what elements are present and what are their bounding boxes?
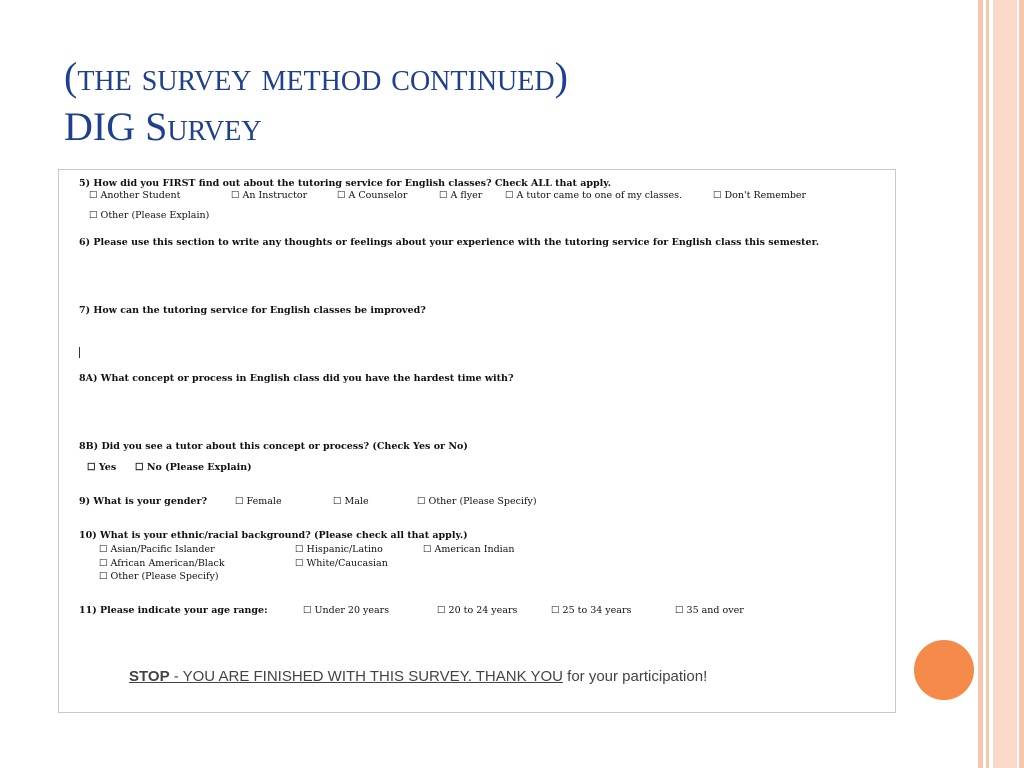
decor-circle (914, 640, 974, 700)
title-line-1: (the survey method continued) (64, 54, 568, 99)
closing-stop: STOP (129, 668, 170, 685)
question-7: 7) How can the tutoring service for English classes be improved? (79, 305, 426, 316)
question-8a: 8A) What concept or process in English class did you have the hardest time with? (79, 373, 514, 384)
q5-option-tutor-came: ☐ A tutor came to one of my classes. (505, 190, 683, 201)
q9-option-male: ☐ Male (333, 496, 369, 507)
q10-option-african-american: ☐ African American/Black (99, 558, 225, 569)
q10-option-white: ☐ White/Caucasian (295, 558, 388, 569)
q10-option-american-indian: ☐ American Indian (423, 544, 515, 555)
survey-image (58, 169, 896, 713)
q5-option-other: ☐ Other (Please Explain) (89, 210, 210, 221)
question-6: 6) Please use this section to write any thoughts or feelings about your experience with the tutoring service for English class this semester. (79, 237, 820, 248)
q9-option-other: ☐ Other (Please Specify) (417, 496, 537, 507)
q8b-option-yes: ☐ Yes (87, 462, 117, 473)
decor-stripe-1 (978, 0, 983, 768)
question-9: 9) What is your gender? (79, 496, 208, 507)
q11-option-20-24: ☐ 20 to 24 years (437, 605, 518, 616)
q5-option-instructor: ☐ An Instructor (231, 190, 308, 201)
question-8b: 8B) Did you see a tutor about this concept or process? (Check Yes or No) (79, 441, 468, 452)
question-5: 5) How did you FIRST find out about the tutoring service for English classes? Check ALL that apply. (79, 178, 612, 189)
title-line-2-a: DIG S (64, 104, 168, 149)
closing-middle: - YOU ARE FINISHED WITH THIS SURVEY. THANK YOU (169, 668, 563, 685)
q11-option-under-20: ☐ Under 20 years (303, 605, 390, 616)
closing-end: for your participation! (563, 668, 708, 685)
q5-option-another-student: ☐ Another Student (89, 190, 181, 201)
title-line-2-b: urvey (167, 104, 262, 149)
q10-option-other: ☐ Other (Please Specify) (99, 571, 219, 582)
q5-option-counselor: ☐ A Counselor (337, 190, 408, 201)
q5-option-dont-remember: ☐ Don't Remember (713, 190, 807, 201)
question-10: 10) What is your ethnic/racial background? (Please check all that apply.) (79, 530, 468, 541)
decor-stripe-4 (1019, 0, 1024, 768)
q11-option-35-over: ☐ 35 and over (675, 605, 744, 616)
q8b-option-no: ☐ No (Please Explain) (135, 462, 252, 473)
decor-stripe-3 (993, 0, 1017, 768)
q9-option-female: ☐ Female (235, 496, 282, 507)
q10-option-asian: ☐ Asian/Pacific Islander (99, 544, 215, 555)
text-cursor (79, 347, 80, 358)
q10-option-hispanic: ☐ Hispanic/Latino (295, 544, 383, 555)
slide-title (64, 52, 568, 152)
closing-message (129, 668, 707, 685)
q5-option-flyer: ☐ A flyer (439, 190, 483, 201)
decor-stripe-2 (986, 0, 989, 768)
question-11: 11) Please indicate your age range: (79, 605, 268, 616)
title-line-2 (64, 104, 262, 149)
q11-option-25-34: ☐ 25 to 34 years (551, 605, 632, 616)
